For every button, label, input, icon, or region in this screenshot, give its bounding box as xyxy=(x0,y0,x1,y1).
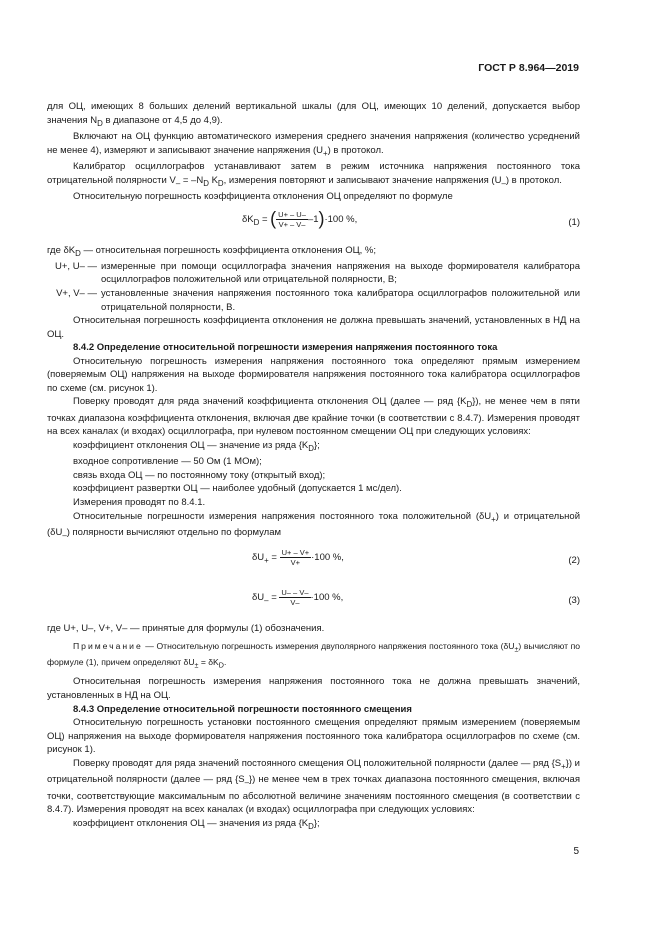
paragraph: где U+, U–, V+, V– — принятые для формулы (1) обозначения. xyxy=(47,623,325,635)
definition-row: U+, U– — измеренные при помощи осциллографа значения напряжения на выходе формирователя калибратора осциллографов положительной или отрицательной полярности, В; xyxy=(55,260,580,286)
formula-2: $\delta U_+$ = $\frac{U+ - V+}{V+}$ ·100 %, (2) xyxy=(252,548,580,568)
formula-3: $\delta U_-$ = $\frac{U- - V-}{V-}$ ·100 %, (3) xyxy=(252,588,580,608)
section-heading-8-4-3: 8.4.3 Определение относительной погрешности постоянного смещения xyxy=(73,703,412,715)
formula-1: $\delta K_D$ = ( $\frac{U+ - U-}{V+ - V-}$ –1)·100 %, (1) xyxy=(242,208,580,229)
list-item: коэффициент отклонения ОЦ — значения из ряда $\{K_D\}$; xyxy=(73,817,320,831)
paragraph: Относительная погрешность измерения напряжения постоянного тока не должна превышать значений, установленных в НД на ОЦ. xyxy=(47,676,580,701)
list-item: Измерения проводят по 8.4.1. xyxy=(73,497,206,509)
paragraph: Относительную погрешность коэффициента отклонения ОЦ определяют по формуле xyxy=(73,190,453,202)
page-number: 5 xyxy=(573,846,579,857)
definition-row: V+, V– — установленные значения напряжения постоянного тока калибратора осциллографов положительной или отрицательной полярности, В. xyxy=(56,288,580,313)
paragraph: Поверку проводят для ряда значений коэффициента отклонения ОЦ (далее — ряд $\{K_D\}$), не менее чем в пяти точках диапазона коэффициента отклонения, включая две крайние точки (в соответствии с 8.4.7). Измерения проводят на всех каналах (и входах) осциллографа, при нулевом постоянном смещении ОЦ при следующих условиях: xyxy=(47,396,580,438)
paragraph: Относительная погрешность коэффициента отклонения не должна превышать значений, установленных в НД на ОЦ. xyxy=(47,315,580,340)
list-item: связь входа ОЦ — по постоянному току (открытый вход); xyxy=(73,469,326,481)
list-item: коэффициент отклонения ОЦ — значение из ряда $\{K_D\}$; xyxy=(73,439,320,453)
list-item: коэффициент развертки ОЦ — наиболее удобный (допускается 1 мс/дел). xyxy=(73,483,402,495)
formula-number: (1) xyxy=(568,216,580,228)
note: Примечание — Относительную погрешность измерения двуполярного напряжения постоянного тока $(\delta U_\pm)$ вычисляют по формуле (1), причем определяют $\delta U_\pm = \delta K_D$. xyxy=(47,640,580,670)
section-heading-8-4-2: 8.4.2 Определение относительной погрешности измерения напряжения постоянного тока xyxy=(73,342,498,354)
formula-number: (2) xyxy=(568,555,580,567)
formula-number: (3) xyxy=(568,595,580,607)
paragraph: Относительную погрешность установки постоянного смещения определяют прямым измерением (поверяемым ОЦ) напряжения на выходе формирователя напряжения постоянного тока калибратора осциллографов по схеме (см. рисунок 1). xyxy=(47,717,580,756)
list-item: входное сопротивление — 50 Ом (1 МОм); xyxy=(73,456,262,468)
standard-header: ГОСТ Р 8.964—2019 xyxy=(478,62,579,74)
paragraph: Относительную погрешность измерения напряжения постоянного тока определяют прямым измерением (поверяемым ОЦ) напряжения на выходе формирователя напряжения постоянного тока калибратора осциллографов по схеме (см. рисунок 1). xyxy=(47,355,580,394)
paragraph: Включают на ОЦ функцию автоматического измерения среднего значения напряжения (количество усреднений не менее 4), измеряют и записывают значение напряжения $(U_+)$ в протокол. xyxy=(47,130,580,158)
paragraph: где $\delta K_D$ — относительная погрешность коэффициента отклонения ОЦ, %; xyxy=(47,244,377,258)
page-content xyxy=(47,100,580,833)
paragraph: Относительные погрешности измерения напряжения постоянного тока положительной $(\delta U_+)$ и отрицательной $(\delta U_-)$ полярности вычисляют отдельно по формулам xyxy=(47,510,580,540)
paragraph: Поверку проводят для ряда значений постоянного смещения ОЦ положительной полярности (далее — ряд $\{S_+\}$) и отрицательной полярности (далее — ряд $\{S_-\}$) не менее чем в трех точках диапазона постоянного смещения, включая точки, соответствующие максимальным по абсолютной величине значениям постоянного смещения (в соответствии с 8.4.7). Измерения проводят на всех каналах (и входах) осциллографа при следующих условиях: xyxy=(47,757,580,816)
paragraph: для ОЦ, имеющих 8 больших делений вертикальной шкалы (для ОЦ, имеющих 10 делений, допускается выбор значения $N_D$ в диапазоне от 4,5 до 4,9). xyxy=(47,101,580,128)
paragraph: Калибратор осциллографов устанавливают затем в режим источника напряжения постоянного тока отрицательной полярности $V_- = -N_D$ $K_D$, измерения повторяют и записывают значение напряжения $(U_-)$ в протокол. xyxy=(47,160,580,188)
